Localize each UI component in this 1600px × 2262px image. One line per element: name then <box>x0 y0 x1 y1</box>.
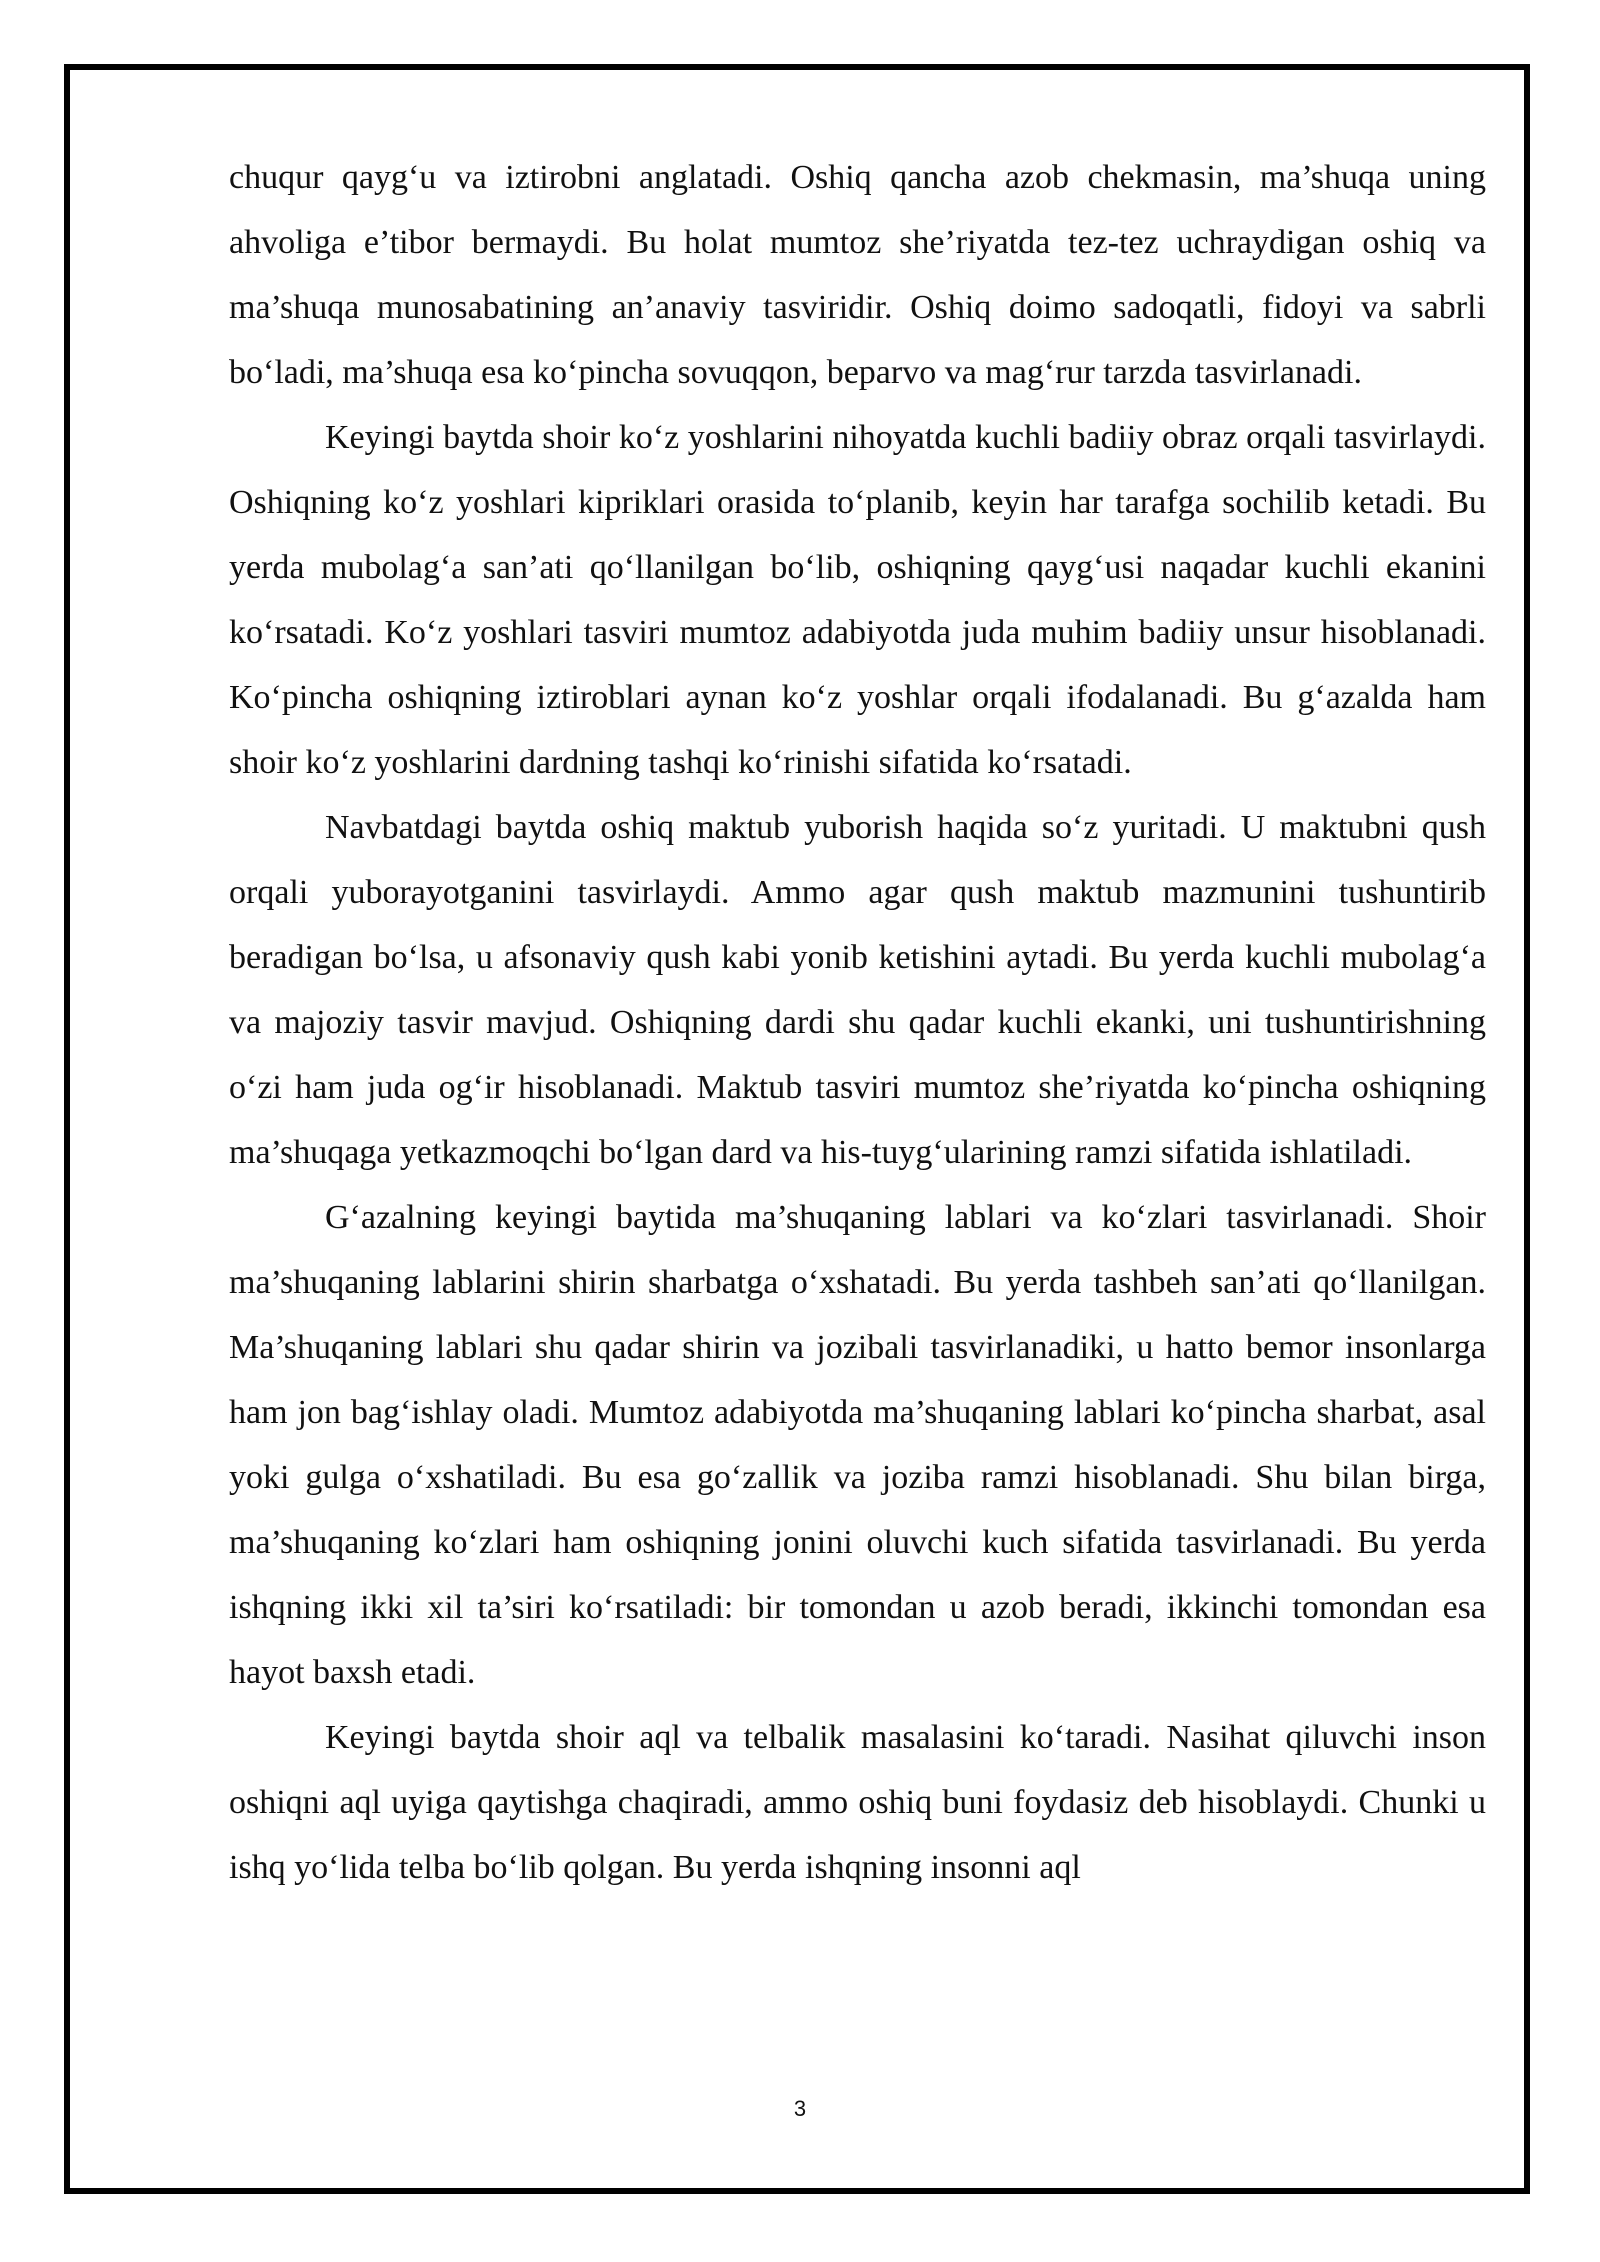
paragraph-1: chuqur qayg‘u va iztirobni anglatadi. Oshiq qancha azob chekmasin, ma’shuqa uning ahvoliga e’tibor bermaydi. Bu holat mumtoz she’riyatda tez-tez uchraydigan oshiq va ma’shuqa munosabatining an’anaviy tasviridir. Oshiq doimo sadoqatli, fidoyi va sabrli bo‘ladi, ma’shuqa esa ko‘pincha sovuqqon, beparvo va mag‘rur tarzda tasvirlanadi. <box>229 159 1486 391</box>
paragraph-5: Keyingi baytda shoir aql va telbalik masalasini ko‘taradi. Nasihat qiluvchi inson oshiqni aql uyiga qaytishga chaqiradi, ammo oshiq buni foydasiz deb hisoblaydi. Chunki u ishq yo‘lida telba bo‘lib qolgan. Bu yerda ishqning insonni aql <box>229 1719 1486 1886</box>
paragraph-3: Navbatdagi baytda oshiq maktub yuborish haqida so‘z yuritadi. U maktubni qush orqali yuborayotganini tasvirlaydi. Ammo agar qush maktub mazmunini tushuntirib beradigan bo‘lsa, u afsonaviy qush kabi yonib ketishini aytadi. Bu yerda kuchli mubolag‘a va majoziy tasvir mavjud. Oshiqning dardi shu qadar kuchli ekanki, uni tushuntirishning o‘zi ham juda og‘ir hisoblanadi. Maktub tasviri mumtoz she’riyatda ko‘pincha oshiqning ma’shuqaga yetkazmoqchi bo‘lgan dard va his-tuyg‘ularining ramzi sifatida ishlatiladi. <box>229 809 1486 1171</box>
paragraph-4: G‘azalning keyingi baytida ma’shuqaning lablari va ko‘zlari tasvirlanadi. Shoir ma’shuqaning lablarini shirin sharbatga o‘xshatadi. Bu yerda tashbeh san’ati qo‘llanilgan. Ma’shuqaning lablari shu qadar shirin va jozibali tasvirlanadiki, u hatto bemor insonlarga ham jon bag‘ishlay oladi. Mumtoz adabiyotda ma’shuqaning lablari ko‘pincha sharbat, asal yoki gulga o‘xshatiladi. Bu esa go‘zallik va joziba ramzi hisoblanadi. Shu bilan birga, ma’shuqaning ko‘zlari ham oshiqning jonini oluvchi kuch sifatida tasvirlanadi. Bu yerda ishqning ikki xil ta’siri ko‘rsatiladi: bir tomondan u azob beradi, ikkinchi tomondan esa hayot baxsh etadi. <box>229 1199 1486 1691</box>
paragraph-2: Keyingi baytda shoir ko‘z yoshlarini nihoyatda kuchli badiiy obraz orqali tasvirlaydi. Oshiqning ko‘z yoshlari kipriklari orasida to‘planib, keyin har tarafga sochilib ketadi. Bu yerda mubolag‘a san’ati qo‘llanilgan bo‘lib, oshiqning qayg‘usi naqadar kuchli ekanini ko‘rsatadi. Ko‘z yoshlari tasviri mumtoz adabiyotda juda muhim badiiy unsur hisoblanadi. Ko‘pincha oshiqning iztiroblari aynan ko‘z yoshlar orqali ifodalanadi. Bu g‘azalda ham shoir ko‘z yoshlarini dardning tashqi ko‘rinishi sifatida ko‘rsatadi. <box>229 419 1486 781</box>
document-body <box>229 145 1486 1900</box>
page-number: 3 <box>793 2096 807 2121</box>
